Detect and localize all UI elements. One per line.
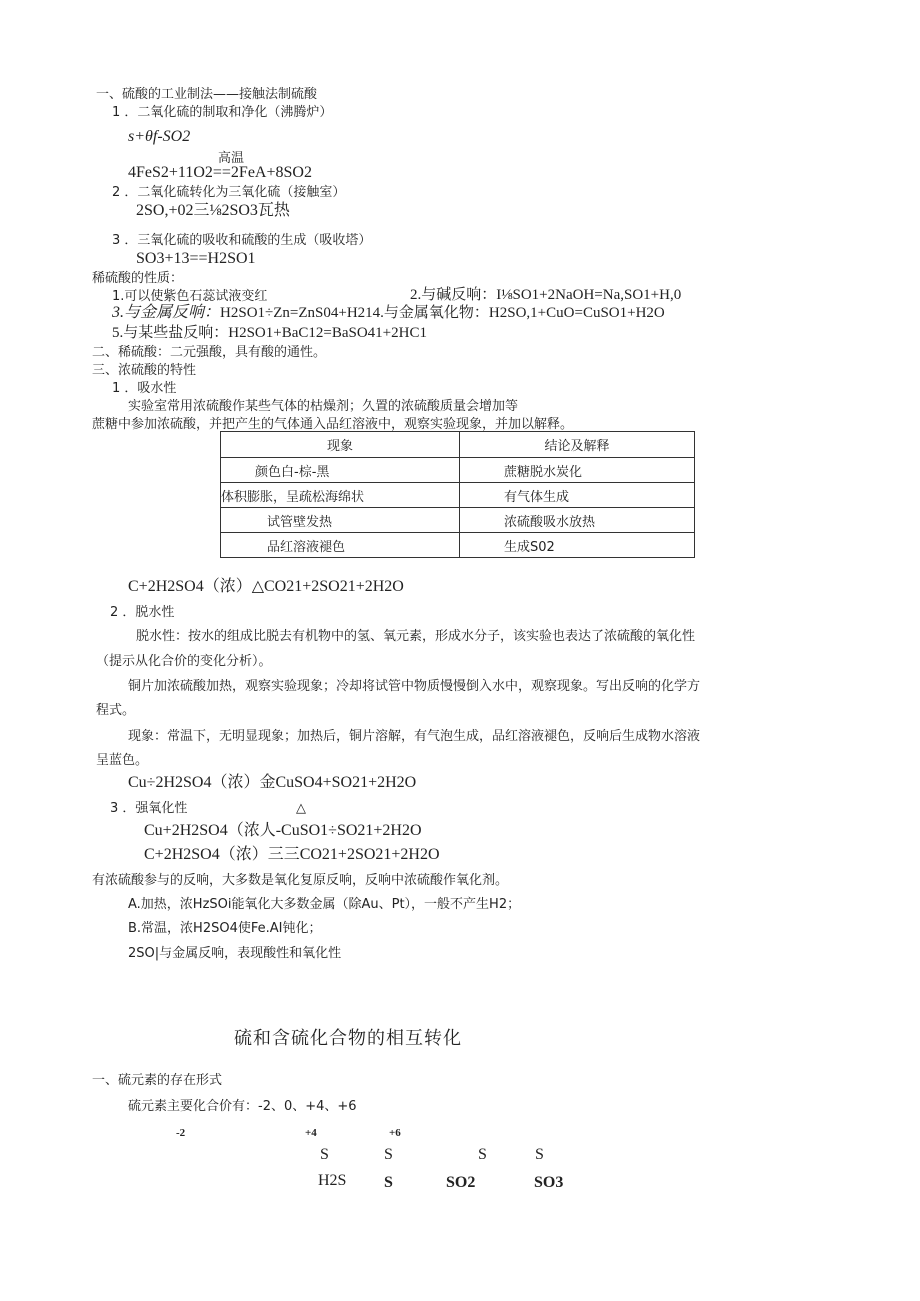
condition-high-temp: 高温 [218,151,245,166]
valence-plus-4: +4 [305,1127,317,1139]
table-cell: 试管壁发热 [221,508,460,533]
property-3-4 [112,304,665,323]
equation-copper: Cu÷2H2SO4（浓）金CuSO4+SO21+2H2O [128,774,417,791]
table-cell: 生成S02 [460,533,695,558]
step-1-label: 1 ．二氧化硫的制取和净化（沸腾炉） [112,105,333,120]
table-header: 现象 [221,432,460,458]
absorbency-heading: 1 ．吸水性 [112,381,177,396]
copper-experiment-line-2: 程式。 [96,703,136,718]
copper-experiment-line-1: 铜片加浓硫酸加热，观察实验现象；冷却将试管中物质慢慢倒入水中，观察现象。写出反响的化学方 [128,679,701,694]
valence-plus-6: +6 [389,1127,401,1139]
equation-so3-absorb: SO3+13==H2SO1 [136,250,256,267]
section-1-heading: 一、硫酸的工业制法——接触法制硫酸 [96,87,318,102]
property-5: 5.与某些盐反响：H2SO1+BaC12=BaSO41+2HC1 [112,325,427,341]
formula-so2: SO2 [446,1174,476,1191]
formula-s: S [384,1174,393,1191]
table-row [221,508,695,533]
table-cell: 蔗糖脱水炭化 [460,458,695,483]
table-row [221,533,695,558]
sulfur-symbol-a: S [320,1146,329,1163]
step-2-label: 2 ．二氧化硫转化为三氧化硫（接触室） [112,185,346,200]
absorbency-text: 实验室常用浓硫酸作某些气体的枯燥剂；久置的浓硫酸质量会增加等 [128,399,519,414]
sulfur-forms-heading: 一、硫元素的存在形式 [92,1073,223,1088]
oxidation-note: 有浓硫酸参与的反响，大多数是氧化复原反响，反响中浓硫酸作氧化剂。 [92,873,509,888]
property-1: 1.可以使紫色石蕊试液变红 [112,289,268,304]
equation-sulfur-burn: s+θf-SO2 [128,128,191,145]
equation-carbon: C+2H2SO4（浓）△CO21+2SO21+2H2O [128,578,404,595]
property-2: 2.与碱反响：I⅛SO1+2NaOH=Na,SO1+H,0 [410,287,682,303]
formula-so3: SO3 [534,1174,564,1191]
sugar-experiment-text: 蔗糖中参加浓硫酸，并把产生的气体通入品红溶液中，观察实验现象，并加以解释。 [92,417,574,432]
table-cell: 浓硫酸吸水放热 [460,508,695,533]
dehydration-line-1: 脱水性：按水的组成比脱去有机物中的氢、氧元素，形成水分子，该实验也表达了浓硫酸的氧化性 [136,629,696,644]
section-2-heading: 二、稀硫酸：二元强酸，具有酸的通性。 [92,345,327,360]
table-cell: 品红溶液褪色 [221,533,460,558]
table-header-row [221,432,695,458]
table-header: 结论及解释 [460,432,695,458]
table-cell: 体积膨胀，呈疏松海绵状 [221,483,460,508]
table-cell: 有气体生成 [460,483,695,508]
table-cell: 颜色白-棕-黑 [221,458,460,483]
sulfur-symbol-b: S [384,1146,393,1163]
table-row [221,483,695,508]
dehydration-line-2: （提示从化合价的变化分析）。 [96,654,272,669]
valence-text: 硫元素主要化合价有：-2、0、+4、+6 [128,1099,357,1114]
observation-line-2: 呈蓝色。 [96,753,149,768]
delta-symbol: △ [296,801,306,816]
valence-minus-2: -2 [176,1127,186,1139]
oxidation-point-b: B.常温，浓H2SO4使Fe.AI钝化； [128,921,322,936]
sulfur-symbol-c: S [478,1146,487,1163]
dilute-properties-heading: 稀硫酸的性质： [92,271,184,286]
observation-line-1: 现象：常温下，无明显现象；加热后，铜片溶解，有气泡生成，品红溶液褪色，反响后生成物水溶液 [128,729,701,744]
property-3-label: 3.与金属反响： [112,304,221,321]
oxidation-point-a: A.加热，浓HzSOi能氧化大多数金属（除Au、Pt），一般不产生H2； [128,897,521,912]
equation-so2-oxidation: 2SO,+02三⅛2SO3瓦热 [136,202,290,219]
section-title-sulfur-conversion: 硫和含硫化合物的相互转化 [234,1028,462,1049]
equation-oxidation-carbon: C+2H2SO4（浓）三三CO21+2SO21+2H2O [144,846,440,863]
formula-h2s: H2S [318,1172,347,1189]
sulfur-symbol-d: S [535,1146,544,1163]
equation-pyrite: 4FeS2+11O2==2FeA+8SO2 [128,164,312,181]
equation-oxidation-copper: Cu+2H2SO4（浓人-CuSO1÷SO21+2H2O [144,822,422,839]
observation-table [220,431,695,558]
step-3-label: 3 ．三氧化硫的吸收和硫酸的生成（吸收塔） [112,233,372,248]
dehydration-heading: 2 ．脱水性 [110,605,175,620]
oxidation-point-c: 2SO|与金属反响，表现酸性和氧化性 [128,946,342,961]
property-3-4-equations: H2SO1÷Zn=ZnS04+H214.与金属氧化物：H2SO,1+CuO=CuSO1+H2O [220,305,665,321]
section-3-heading: 三、浓硫酸的特性 [92,363,197,378]
table-row [221,458,695,483]
oxidizing-heading: 3 ．强氧化性 [110,801,188,816]
